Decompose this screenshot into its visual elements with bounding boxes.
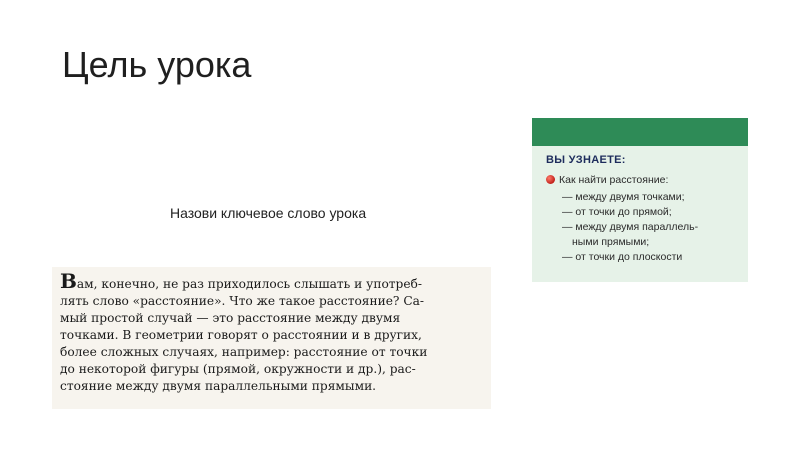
textbook-line: лять слово «расстояние». Что же такое расстояние? Са- [60,294,425,308]
list-item: — от точки до прямой; [562,206,672,218]
drop-cap: В [60,269,77,293]
textbook-line-text: ам, конечно, не раз приходилось слышать и употреб- [76,277,423,291]
textbook-line: точками. В геометрии говорят о расстоянии и в других, [60,328,422,342]
list-item: — между двумя точками; [562,191,685,203]
info-card [532,118,748,282]
textbook-excerpt [52,267,491,409]
info-card-heading: ВЫ УЗНАЕТЕ: [546,154,626,166]
info-card-header-band [532,118,748,146]
textbook-line: до некоторой фигуры (прямой, окружности и др.), рас- [60,362,416,376]
info-card-list [532,190,748,265]
textbook-line: стояние между двумя параллельными прямыми. [60,379,377,393]
list-item: ными прямыми; [572,236,650,248]
textbook-line: более сложных случаях, например: расстояние от точки [60,345,428,359]
info-card-lead [546,174,668,186]
red-bullet-icon [546,175,555,184]
list-item: — между двумя параллель- [562,221,699,233]
textbook-line: мый простой случай — это расстояние между двумя [60,311,401,325]
lesson-prompt: Назови ключевое слово урока [170,205,367,221]
textbook-line [60,269,483,293]
slide-title: Цель урока [62,44,252,85]
list-item: — от точки до плоскости [562,251,683,263]
info-card-lead-text: Как найти расстояние: [559,174,669,186]
